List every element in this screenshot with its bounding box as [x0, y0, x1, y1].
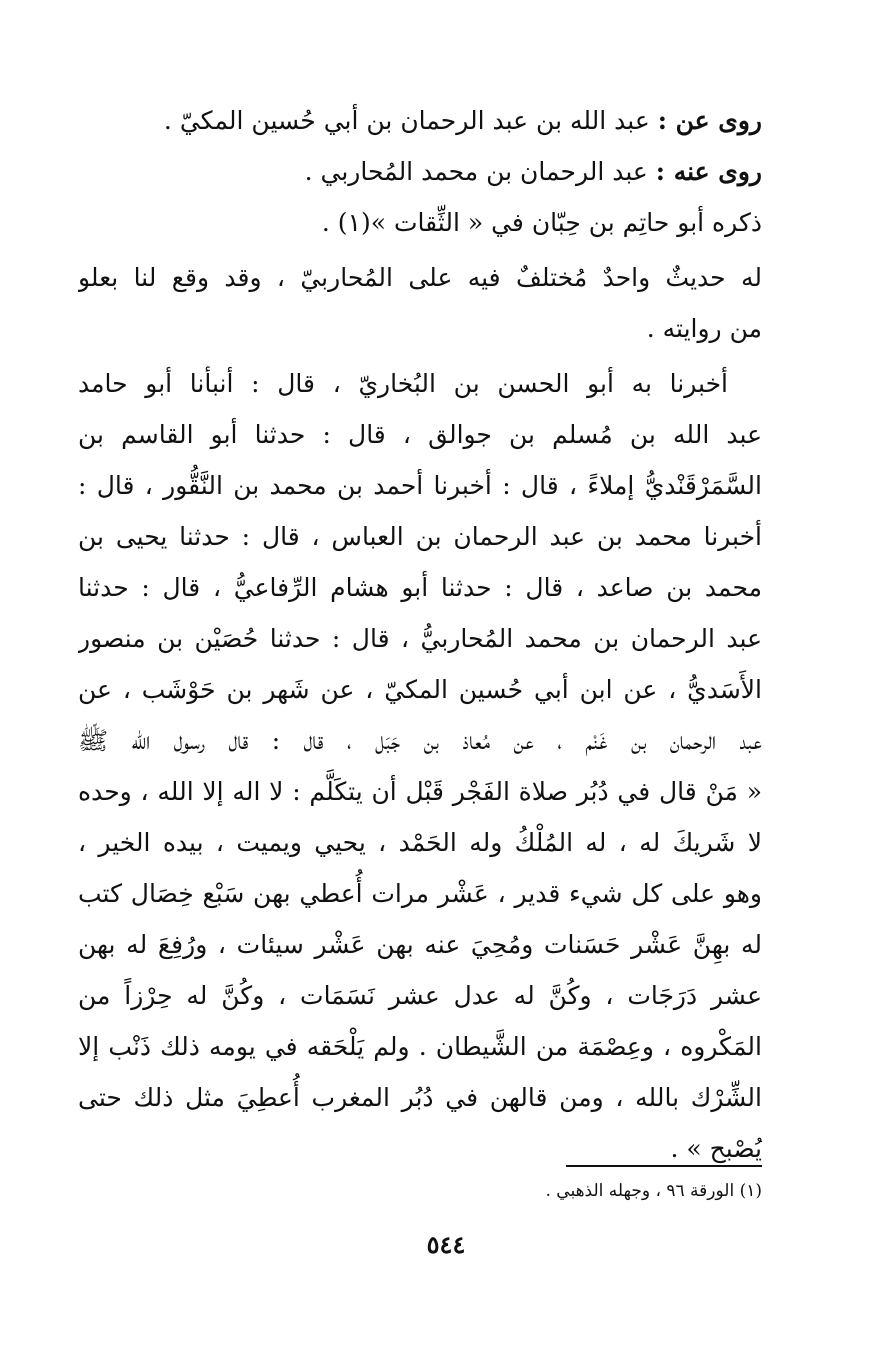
paragraph2-line: عبد الرحمان بن غَنْم ، عن مُعاذ بن جَبَل ، قال : قال رسول الله ﷺ [78, 726, 762, 755]
paragraph1-line: له حديثٌ واحدٌ مُختلفٌ فيه على المُحاربيّ ، وقد وقع لنا بعلو [78, 263, 762, 292]
footnote-divider [566, 1165, 762, 1167]
page-body [78, 95, 762, 1174]
paragraph2-line: أخبرنا محمد بن عبد الرحمان بن العباس ، قال : حدثنا يحيى بن [78, 522, 762, 551]
paragraph2-line: يُصْبح » . [670, 1134, 762, 1163]
narrated-by-line [78, 146, 762, 197]
paragraph1-line: من روايته . [646, 314, 762, 343]
narrated-from-label: روى عن : [657, 106, 762, 135]
paragraph2-line: له بهِنَّ عَشْر حَسَنات ومُحِيَ عنه بهن عَشْر سيئات ، ورُفِعَ له بهن [78, 930, 762, 959]
paragraph2-line: لا شَريكَ له ، له المُلْكُ وله الحَمْد ، يحيي ويميت ، بيده الخير ، [78, 828, 762, 857]
narrated-from-text: عبد الله بن عبد الرحمان بن أبي حُسين المكيّ . [163, 106, 658, 135]
paragraph2-line: الأَسَديُّ ، عن ابن أبي حُسين المكيّ ، عن شَهر بن حَوْشَب ، عن [78, 675, 762, 704]
paragraph2-line: عبد الرحمان بن محمد المُحاربيُّ ، قال : حدثنا حُصَيْن بن منصور [78, 624, 762, 653]
paragraph2-line: المَكْروه ، وعِصْمَة من الشَّيطان . ولم يَلْحَقه في يومه ذلك ذَنْب إلا [78, 1032, 762, 1061]
paragraph2-line: عشر دَرَجَات ، وكُنَّ له عدل عشر نَسَمَات ، وكُنَّ له حِرْزاً من [78, 981, 762, 1010]
paragraph2-line: « مَنْ قال في دُبُر صلاة الفَجْر قَبْل أن يتكَلَّم : لا اله إلا الله ، وحده [78, 777, 762, 806]
narrated-by-text: عبد الرحمان بن محمد المُحاربي . [304, 157, 656, 186]
page-number: ٥٤٤ [426, 1230, 466, 1259]
paragraph2-line: وهو على كل شيء قدير ، عَشْر مرات أُعطي بهن سَبْع خِصَال كتب [78, 879, 762, 908]
paragraph2-line: الشِّرْك بالله ، ومن قالهن في دُبُر المغرب أُعطِيَ مثل ذلك حتى [78, 1083, 762, 1112]
paragraph2-line: السَّمَرْقَنْديُّ إملاءً ، قال : أخبرنا أحمد بن محمد بن النَّقُّور ، قال : [78, 471, 762, 500]
footnote: (١) الورقة ٩٦ ، وجهله الذهبي . [545, 1181, 762, 1201]
narrated-from-line [78, 95, 762, 146]
paragraph2-line: محمد بن صاعد ، قال : حدثنا أبو هشام الرِّفاعيُّ ، قال : حدثنا [78, 573, 762, 602]
paragraph2-line: أخبرنا به أبو الحسن بن البُخاريّ ، قال : أنبأنا أبو حامد [78, 369, 728, 398]
paragraph2-line: عبد الله بن مُسلم بن جوالق ، قال : حدثنا أبو القاسم بن [78, 420, 762, 449]
narrated-by-label: روى عنه : [655, 157, 762, 186]
mention-line: ذكره أبو حاتِم بن حِبّان في « الثِّقات »(١) . [321, 208, 762, 237]
